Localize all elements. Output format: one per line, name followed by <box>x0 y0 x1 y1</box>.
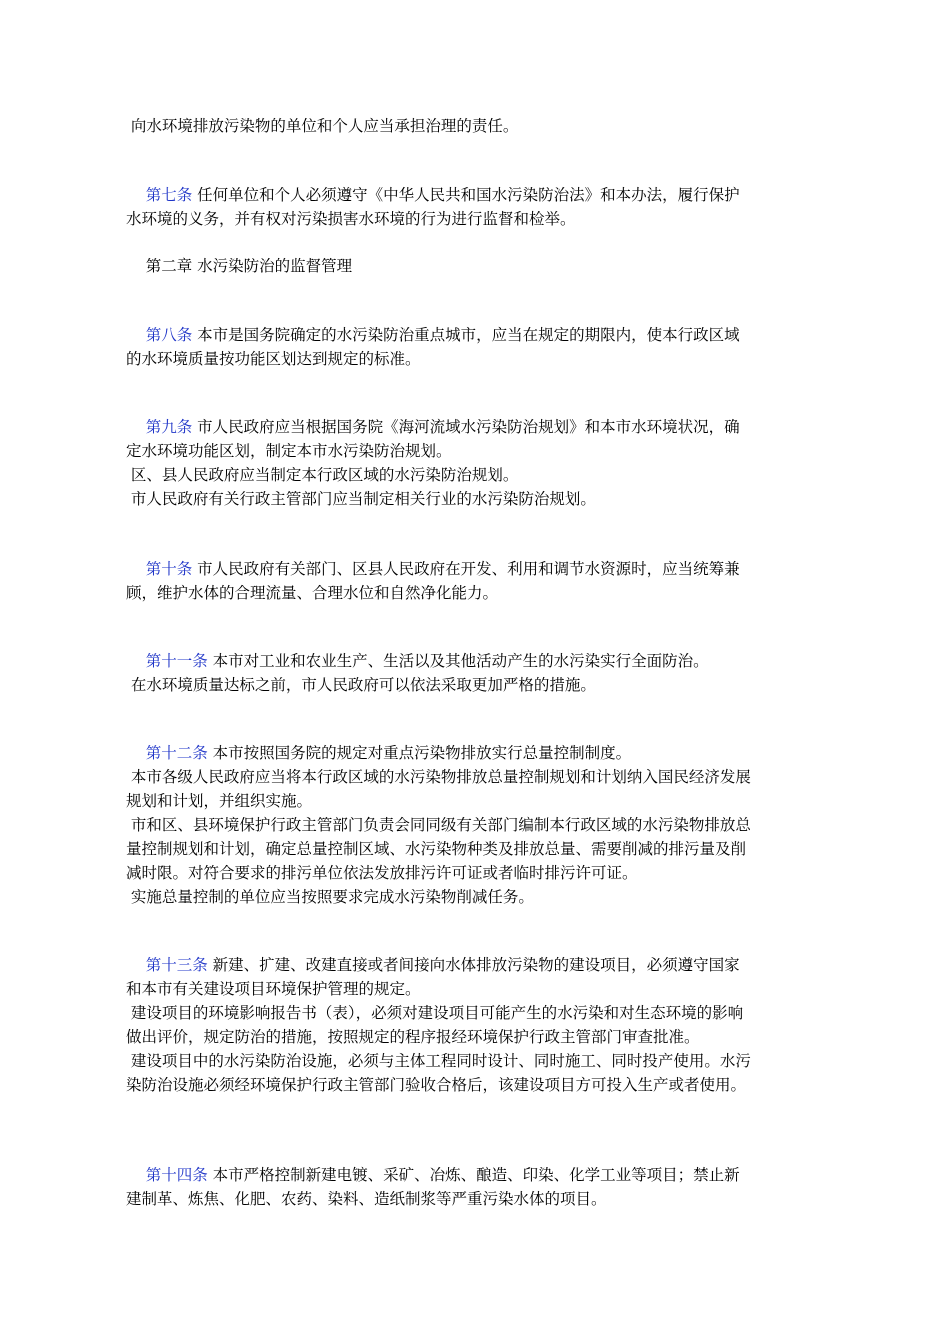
line-text: 的水环境质量按功能区划达到规定的标准。 <box>126 350 421 368</box>
text-line <box>126 254 826 278</box>
article-b14 <box>126 1163 826 1211</box>
text-line <box>126 1163 826 1187</box>
line-text: 做出评价，规定防治的措施，按照规定的程序报经环境保护行政主管部门审查批准。 <box>126 1028 700 1046</box>
text-line <box>126 1187 826 1211</box>
article-b7 <box>126 183 826 231</box>
text-line <box>126 323 826 347</box>
text-line <box>126 183 826 207</box>
article-number: 第九条 <box>145 418 193 436</box>
line-text: 和本市有关建设项目环境保护管理的规定。 <box>126 980 421 998</box>
text-line <box>126 765 826 789</box>
line-text: 市和区、县环境保护行政主管部门负责会同同级有关部门编制本行政区域的水污染物排放总 <box>126 816 751 834</box>
article-b9 <box>126 415 826 511</box>
line-text: 市人民政府有关部门、区县人民政府在开发、利用和调节水资源时，应当统筹兼 <box>192 560 740 578</box>
text-line <box>126 114 826 138</box>
article-b12 <box>126 741 826 909</box>
article-number: 第十三条 <box>145 956 208 974</box>
line-text: 量控制规划和计划，确定总量控制区域、水污染物种类及排放总量、需要削减的排污量及削 <box>126 840 747 858</box>
article-b13 <box>126 953 826 1097</box>
paragraph <box>126 114 826 138</box>
text-line <box>126 673 826 697</box>
text-line <box>126 1073 826 1097</box>
line-text: 市人民政府有关行政主管部门应当制定相关行业的水污染防治规划。 <box>126 490 596 508</box>
text-line <box>126 741 826 765</box>
line-text: 建制革、炼焦、化肥、农药、染料、造纸制浆等严重污染水体的项目。 <box>126 1190 607 1208</box>
article-number: 第十一条 <box>145 652 208 670</box>
text-line <box>126 1001 826 1025</box>
text-line <box>126 1049 826 1073</box>
text-line <box>126 581 826 605</box>
article-number: 第七条 <box>145 186 193 204</box>
line-text: 顾，维护水体的合理流量、合理水位和自然净化能力。 <box>126 584 499 602</box>
text-line <box>126 557 826 581</box>
line-text: 本市对工业和农业生产、生活以及其他活动产生的水污染实行全面防治。 <box>207 652 709 670</box>
text-line <box>126 953 826 977</box>
article-b10 <box>126 557 826 605</box>
text-line <box>126 1025 826 1049</box>
text-line <box>126 487 826 511</box>
chapter-heading <box>126 254 826 278</box>
line-text: 本市是国务院确定的水污染防治重点城市，应当在规定的期限内，使本行政区域 <box>192 326 740 344</box>
line-text: 新建、扩建、改建直接或者间接向水体排放污染物的建设项目，必须遵守国家 <box>207 956 740 974</box>
line-text: 规划和计划，并组织实施。 <box>126 792 313 810</box>
line-text: 建设项目中的水污染防治设施，必须与主体工程同时设计、同时施工、同时投产使用。水污 <box>126 1052 751 1070</box>
line-text: 向水环境排放污染物的单位和个人应当承担治理的责任。 <box>126 117 519 135</box>
text-line <box>126 415 826 439</box>
text-line <box>126 813 826 837</box>
text-line <box>126 649 826 673</box>
article-number: 第十四条 <box>145 1166 208 1184</box>
article-number: 第十条 <box>145 560 193 578</box>
article-b8 <box>126 323 826 371</box>
text-line <box>126 463 826 487</box>
line-text: 任何单位和个人必须遵守《中华人民共和国水污染防治法》和本办法，履行保护 <box>192 186 740 204</box>
text-line <box>126 207 826 231</box>
text-line <box>126 861 826 885</box>
article-number: 第八条 <box>145 326 193 344</box>
line-text: 区、县人民政府应当制定本行政区域的水污染防治规划。 <box>126 466 519 484</box>
line-text: 在水环境质量达标之前，市人民政府可以依法采取更加严格的措施。 <box>126 676 596 694</box>
text-line <box>126 789 826 813</box>
line-text: 减时限。对符合要求的排污单位依法发放排污许可证或者临时排污许可证。 <box>126 864 638 882</box>
text-line <box>126 885 826 909</box>
line-text: 实施总量控制的单位应当按照要求完成水污染物削减任务。 <box>126 888 534 906</box>
line-text: 定水环境功能区划，制定本市水污染防治规划。 <box>126 442 452 460</box>
line-text: 水环境的义务，并有权对污染损害水环境的行为进行监督和检举。 <box>126 210 576 228</box>
line-text: 本市按照国务院的规定对重点污染物排放实行总量控制制度。 <box>207 744 632 762</box>
line-text: 本市严格控制新建电镀、采矿、冶炼、酿造、印染、化学工业等项目；禁止新 <box>207 1166 740 1184</box>
text-line <box>126 837 826 861</box>
line-text: 染防治设施必须经环境保护行政主管部门验收合格后，该建设项目方可投入生产或者使用。 <box>126 1076 747 1094</box>
line-text: 建设项目的环境影响报告书（表），必须对建设项目可能产生的水污染和对生态环境的影响 <box>126 1004 744 1022</box>
article-b11 <box>126 649 826 697</box>
article-number: 第十二条 <box>145 744 208 762</box>
text-line <box>126 439 826 463</box>
line-text: 市人民政府应当根据国务院《海河流域水污染防治规划》和本市水环境状况，确 <box>192 418 740 436</box>
line-text: 第二章 水污染防治的监督管理 <box>126 257 353 275</box>
text-line <box>126 347 826 371</box>
text-line <box>126 977 826 1001</box>
line-text: 本市各级人民政府应当将本行政区域的水污染物排放总量控制规划和计划纳入国民经济发展 <box>126 768 751 786</box>
